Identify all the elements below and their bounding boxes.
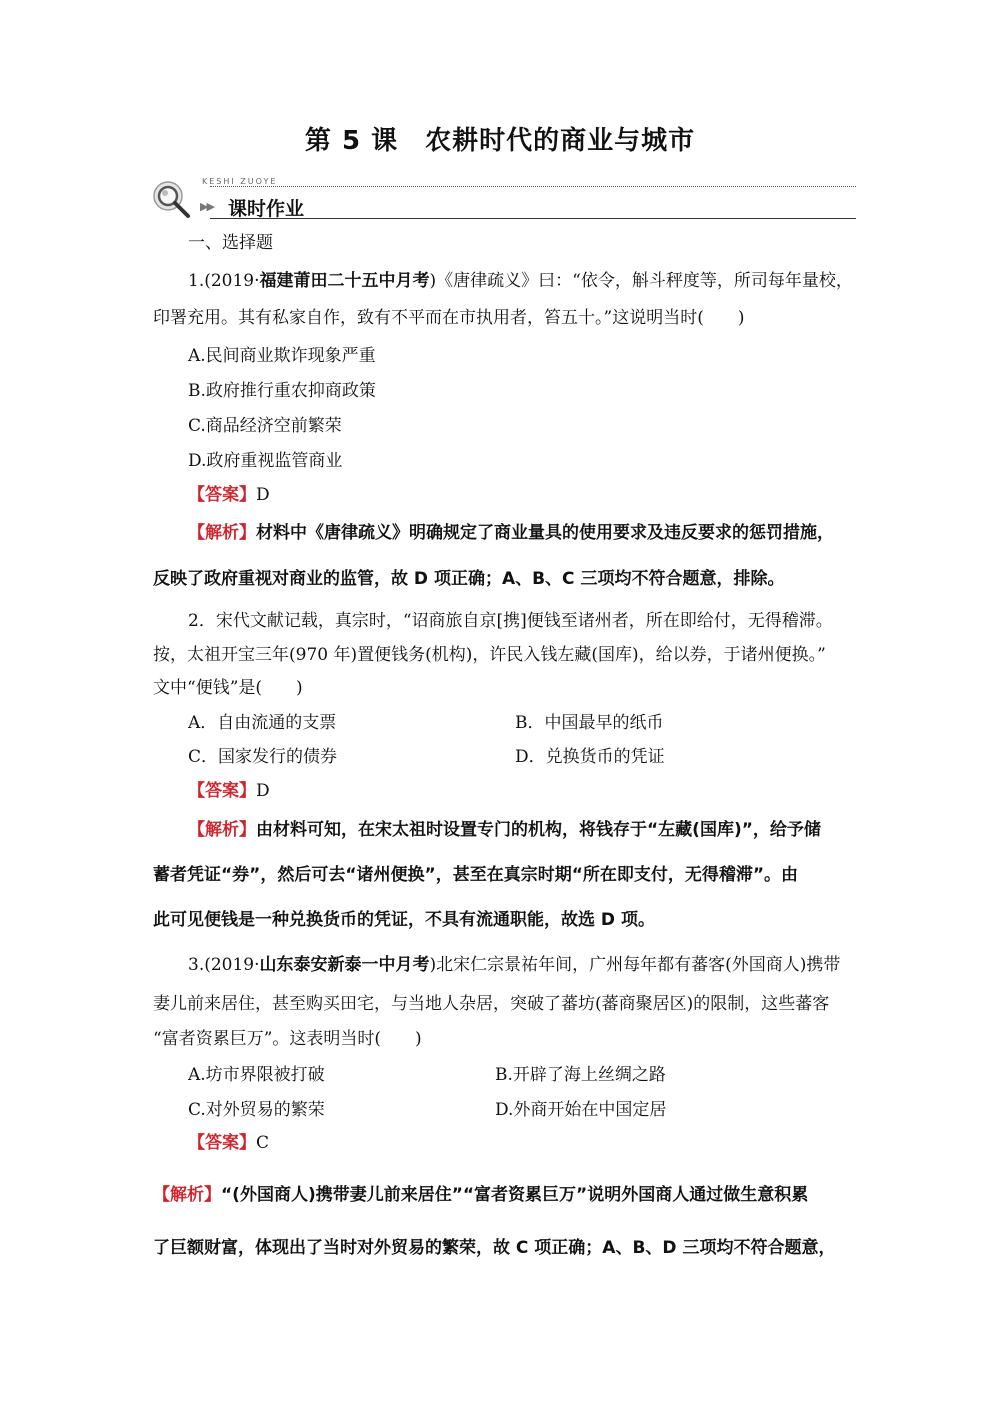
q1-option-b: B.政府推行重农抑商政策	[188, 381, 376, 401]
q2-analysis-line3: 此可见便钱是一种兑换货币的凭证，不具有流通职能，故选 D 项。	[153, 910, 655, 930]
q2-option-d: D．兑换货币的凭证	[515, 747, 665, 767]
banner-label: 课时作业	[228, 198, 305, 220]
q3-analysis-text1: “(外国商人)携带妻儿前来居住”“富者资累巨万”说明外国商人通过做生意积累	[221, 1185, 809, 1205]
q3-option-b: B.开辟了海上丝绸之路	[495, 1065, 666, 1085]
q2-analysis-line1	[188, 819, 821, 841]
q2-option-c: C．国家发行的债券	[188, 747, 338, 767]
q1-analysis-line1	[188, 522, 834, 544]
q3-line1-rest: )北宋仁宗景祐年间，广州每年都有蕃客(外国商人)携带	[429, 955, 841, 975]
q1-answer	[188, 484, 270, 506]
q3-option-a: A.坊市界限被打破	[188, 1065, 325, 1085]
banner-rule	[210, 218, 856, 219]
q1-source: 福建莆田二十五中月考	[259, 271, 430, 291]
section-banner	[150, 176, 856, 222]
q1-option-a: A.民间商业欺诈现象严重	[188, 346, 376, 366]
q3-line1	[188, 954, 840, 976]
banner-subtitle: KESHI ZUOYE	[202, 177, 278, 186]
q2-answer-value: D	[256, 781, 270, 801]
q2-answer	[188, 780, 270, 802]
q3-option-d: D.外商开始在中国定居	[495, 1100, 667, 1120]
q2-line3: 文中“便钱”是( )	[153, 678, 303, 698]
banner-dotted-rule	[210, 186, 856, 187]
q3-analysis-line2: 了巨额财富，体现出了当时对外贸易的繁荣，故 C 项正确；A、B、D 三项均不符合题意，	[153, 1238, 836, 1258]
q1-analysis-tag: 【解析】	[188, 523, 256, 543]
q1-option-c: C.商品经济空前繁荣	[188, 416, 342, 436]
q2-answer-tag: 【答案】	[188, 781, 256, 801]
q3-answer-tag: 【答案】	[188, 1133, 256, 1153]
q3-option-c: C.对外贸易的繁荣	[188, 1100, 325, 1120]
q3-answer-value: C	[256, 1133, 270, 1153]
q3-source: 山东泰安新泰一中月考	[259, 955, 430, 975]
banner-arrows-icon: ▶▶	[200, 200, 213, 213]
q1-analysis-text1: 材料中《唐律疏义》明确规定了商业量具的使用要求及违反要求的惩罚措施，	[256, 523, 834, 543]
q3-analysis-line1	[153, 1184, 808, 1206]
q3-answer	[188, 1132, 269, 1154]
q2-option-a: A．自由流通的支票	[188, 713, 337, 733]
q2-line1: 2．宋代文献记载，真宗时，“诏商旅自京[携]便钱至诸州者，所在即给付，无得稽滞。	[188, 611, 833, 631]
q2-analysis-text1: 由材料可知，在宋太祖时设置专门的机构，将钱存于“左藏(国库)”，给予储	[256, 820, 821, 840]
q1-answer-tag: 【答案】	[188, 485, 256, 505]
q2-line2: 按，太祖开宝三年(970 年)置便钱务(机构)，许民入钱左藏(国库)，给以券，于诸州便换。”	[153, 645, 826, 665]
q1-line1-rest: )《唐律疏义》曰：“依令，斛斗秤度等，所司每年量校，	[429, 271, 853, 291]
q1-answer-value: D	[256, 485, 270, 505]
q3-line2: 妻儿前来居住，甚至购买田宅，与当地人杂居，突破了蕃坊(蕃商聚居区)的限制，这些蕃客	[153, 994, 830, 1014]
q2-option-b: B．中国最早的纸币	[515, 713, 664, 733]
q1-option-d: D.政府重视监管商业	[188, 451, 343, 471]
q3-number: 3.(2019·	[188, 955, 260, 975]
q1-number: 1.(2019·	[188, 271, 260, 291]
magnifier-logo-icon	[150, 176, 194, 220]
page-title: 第 5 课 农耕时代的商业与城市	[304, 126, 696, 156]
q2-analysis-tag: 【解析】	[188, 820, 256, 840]
q3-line3: “富者资累巨万”。这表明当时( )	[153, 1029, 422, 1049]
q1-line1	[188, 270, 853, 292]
q1-analysis-line2: 反映了政府重视对商业的监管，故 D 项正确；A、B、C 三项均不符合题意，排除。	[153, 569, 785, 589]
section-heading: 一、选择题	[188, 233, 273, 253]
q3-analysis-tag: 【解析】	[153, 1185, 221, 1205]
q2-analysis-line2: 蓄者凭证“券”，然后可去“诸州便换”，甚至在真宗时期“所在即支付，无得稽滞”。由	[153, 865, 799, 885]
q1-line2: 印署充用。其有私家自作，致有不平而在市执用者，笞五十。”这说明当时( )	[153, 308, 745, 328]
